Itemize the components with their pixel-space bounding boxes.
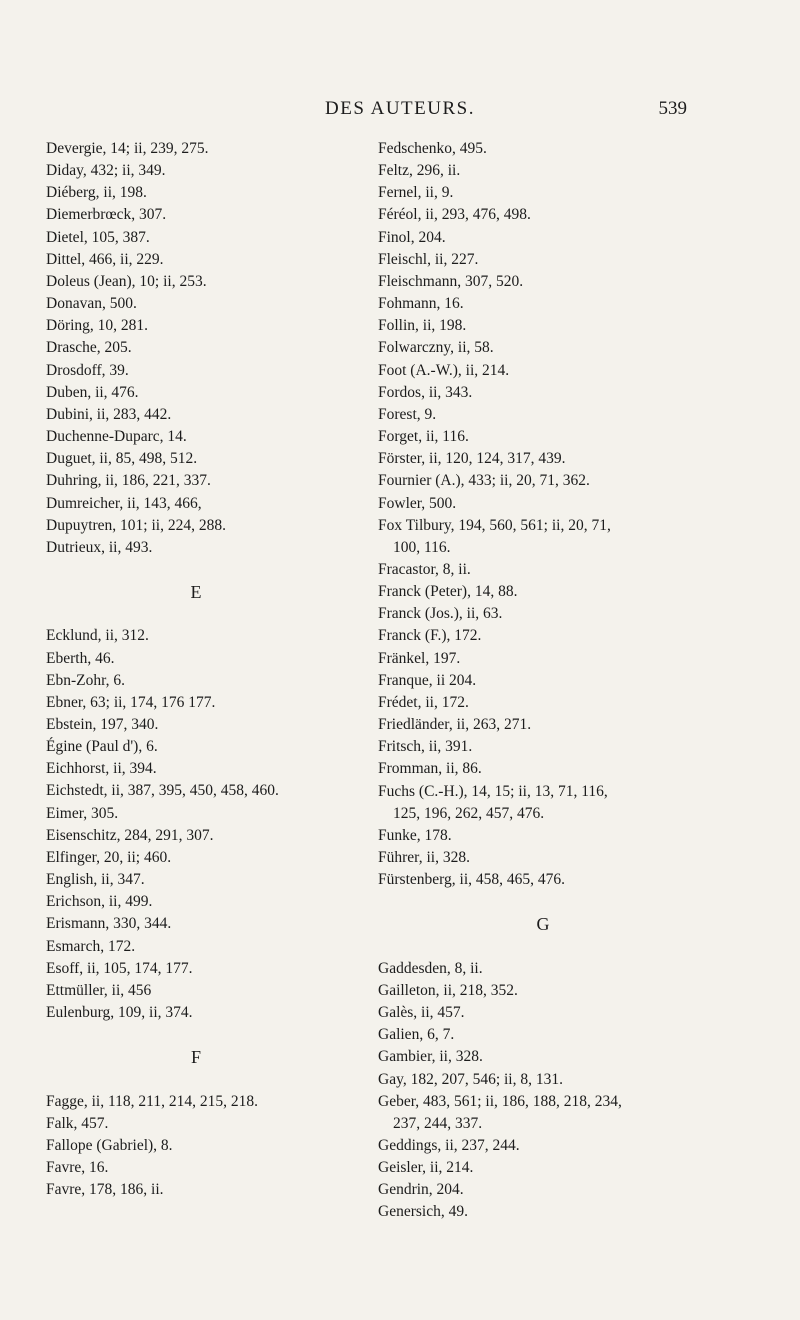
index-entry: Friedländer, ii, 263, 271. — [378, 716, 532, 734]
index-entry: Geddings, ii, 237, 244. — [378, 1136, 520, 1154]
index-entry: Eichhorst, ii, 394. — [46, 760, 157, 778]
index-entry: 100, 116. — [393, 538, 451, 556]
index-entry: Fournier (A.), 433; ii, 20, 71, 362. — [378, 472, 590, 490]
index-entry: Geisler, ii, 214. — [378, 1159, 474, 1177]
index-entry: Galien, 6, 7. — [378, 1026, 455, 1044]
index-entry: Gaddesden, 8, ii. — [378, 959, 483, 977]
index-entry: Ebner, 63; ii, 174, 176 177. — [46, 693, 216, 711]
index-entry: Fuchs (C.-H.), 14, 15; ii, 13, 71, 116, — [378, 782, 608, 800]
index-entry: Fritsch, ii, 391. — [378, 738, 473, 756]
index-entry: Drasche, 205. — [46, 339, 132, 357]
index-entry: Förster, ii, 120, 124, 317, 439. — [378, 450, 566, 468]
index-entry: Gailleton, ii, 218, 352. — [378, 981, 518, 999]
index-entry: Ebn-Zohr, 6. — [46, 671, 126, 689]
index-entry: Folwarczny, ii, 58. — [378, 339, 494, 357]
index-entry: Dutrieux, ii, 493. — [46, 538, 153, 556]
index-column-right — [378, 138, 708, 1224]
index-entry: Galès, ii, 457. — [378, 1004, 465, 1022]
index-entry: Genersich, 49. — [378, 1203, 468, 1221]
spacer — [378, 891, 708, 913]
index-entry: Favre, 16. — [46, 1159, 109, 1177]
index-entry: Devergie, 14; ii, 239, 275. — [46, 140, 209, 157]
index-entry: Fallope (Gabriel), 8. — [46, 1136, 173, 1154]
index-entry: Foot (A.-W.), ii, 214. — [378, 361, 510, 379]
index-entry: Eberth, 46. — [46, 649, 115, 667]
index-entry: Dietel, 105, 387. — [46, 228, 150, 246]
index-entry: Franck (Jos.), ii, 63. — [378, 605, 503, 623]
spacer — [46, 1024, 346, 1046]
index-entry: Doleus (Jean), 10; ii, 253. — [46, 272, 207, 290]
index-entry: Duchenne-Duparc, 14. — [46, 428, 187, 446]
index-entry: Duhring, ii, 186, 221, 337. — [46, 472, 211, 490]
index-entry: Follin, ii, 198. — [378, 317, 467, 335]
index-entry: Ebstein, 197, 340. — [46, 716, 159, 734]
spacer — [378, 936, 708, 958]
index-entry: Eulenburg, 109, ii, 374. — [46, 1004, 193, 1022]
index-entry: Ecklund, ii, 312. — [46, 627, 149, 645]
index-entry: Funke, 178. — [378, 826, 452, 844]
index-entry: Gambier, ii, 328. — [378, 1048, 483, 1066]
index-entry: Fox Tilbury, 194, 560, 561; ii, 20, 71, — [378, 516, 611, 534]
index-entry: Égine (Paul d'), 6. — [46, 738, 158, 756]
index-entry: Frédet, ii, 172. — [378, 693, 469, 711]
index-entry: Dittel, 466, ii, 229. — [46, 250, 164, 268]
index-entry: Eisenschitz, 284, 291, 307. — [46, 826, 214, 844]
index-entry: Esmarch, 172. — [46, 937, 136, 955]
index-entry: Diéberg, ii, 198. — [46, 184, 147, 202]
index-entry: 125, 196, 262, 457, 476. — [393, 804, 545, 822]
index-entry: Donavan, 500. — [46, 295, 137, 313]
index-entry: Fränkel, 197. — [378, 649, 461, 667]
index-entry: Franque, ii 204. — [378, 671, 477, 689]
index-entry: Fleischl, ii, 227. — [378, 250, 479, 268]
index-entry: Ettmüller, ii, 456 — [46, 981, 152, 999]
index-entry: Franck (Peter), 14, 88. — [378, 583, 518, 601]
index-entry: Fordos, ii, 343. — [378, 383, 473, 401]
section-letter: F — [190, 1047, 201, 1068]
index-entry: Favre, 178, 186, ii. — [46, 1181, 164, 1199]
index-entry: Duben, ii, 476. — [46, 383, 139, 401]
index-entry: Franck (F.), 172. — [378, 627, 482, 645]
page-header — [0, 98, 800, 122]
index-entry: Fagge, ii, 118, 211, 214, 215, 218. — [46, 1092, 258, 1110]
index-entry: Dumreicher, ii, 143, 466, — [46, 494, 202, 512]
index-entry: Döring, 10, 281. — [46, 317, 149, 335]
index-entry: Fowler, 500. — [378, 494, 457, 512]
spacer — [46, 1068, 346, 1090]
section-letter: G — [536, 914, 550, 935]
index-entry: Finol, 204. — [378, 228, 446, 246]
page-number: 539 — [658, 98, 687, 119]
index-entry: Erismann, 330, 344. — [46, 915, 172, 933]
index-entry: Drosdoff, 39. — [46, 361, 129, 379]
section-letter: E — [190, 582, 202, 603]
index-entry: Führer, ii, 328. — [378, 849, 470, 866]
spacer — [46, 603, 346, 625]
index-entry: Diday, 432; ii, 349. — [46, 162, 166, 180]
index-entry: Féréol, ii, 293, 476, 498. — [378, 206, 531, 224]
index-entry: Esoff, ii, 105, 174, 177. — [46, 959, 193, 977]
index-entry: Elfinger, 20, ii; 460. — [46, 848, 172, 866]
index-entry: Gendrin, 204. — [378, 1181, 464, 1199]
index-entry: Fürstenberg, ii, 458, 465, 476. — [378, 871, 565, 889]
index-entry: Fedschenko, 495. — [378, 140, 487, 157]
index-entry: Fleischmann, 307, 520. — [378, 272, 524, 290]
index-entry: Dupuytren, 101; ii, 224, 288. — [46, 516, 226, 534]
index-entry: English, ii, 347. — [46, 871, 145, 889]
spacer — [46, 559, 346, 581]
index-entry: Forest, 9. — [378, 405, 437, 423]
index-column-left — [46, 138, 346, 1201]
index-entry: Diemerbrœck, 307. — [46, 206, 167, 224]
index-entry: Geber, 483, 561; ii, 186, 188, 218, 234, — [378, 1092, 622, 1110]
running-title: DES AUTEURS. — [325, 98, 475, 119]
index-entry: Gay, 182, 207, 546; ii, 8, 131. — [378, 1070, 563, 1088]
index-entry: Duguet, ii, 85, 498, 512. — [46, 450, 198, 468]
index-entry: 237, 244, 337. — [393, 1114, 483, 1132]
index-entry: Falk, 457. — [46, 1114, 109, 1132]
index-entry: Eichstedt, ii, 387, 395, 450, 458, 460. — [46, 782, 279, 800]
index-entry: Fohmann, 16. — [378, 295, 464, 313]
index-entry: Eimer, 305. — [46, 804, 119, 822]
index-entry: Fracastor, 8, ii. — [378, 560, 471, 578]
index-entry: Erichson, ii, 499. — [46, 893, 153, 911]
index-entry: Forget, ii, 116. — [378, 428, 469, 446]
index-entry: Feltz, 296, ii. — [378, 162, 461, 180]
index-entry: Fromman, ii, 86. — [378, 760, 482, 778]
index-entry: Fernel, ii, 9. — [378, 184, 454, 202]
index-entry: Dubini, ii, 283, 442. — [46, 405, 172, 423]
